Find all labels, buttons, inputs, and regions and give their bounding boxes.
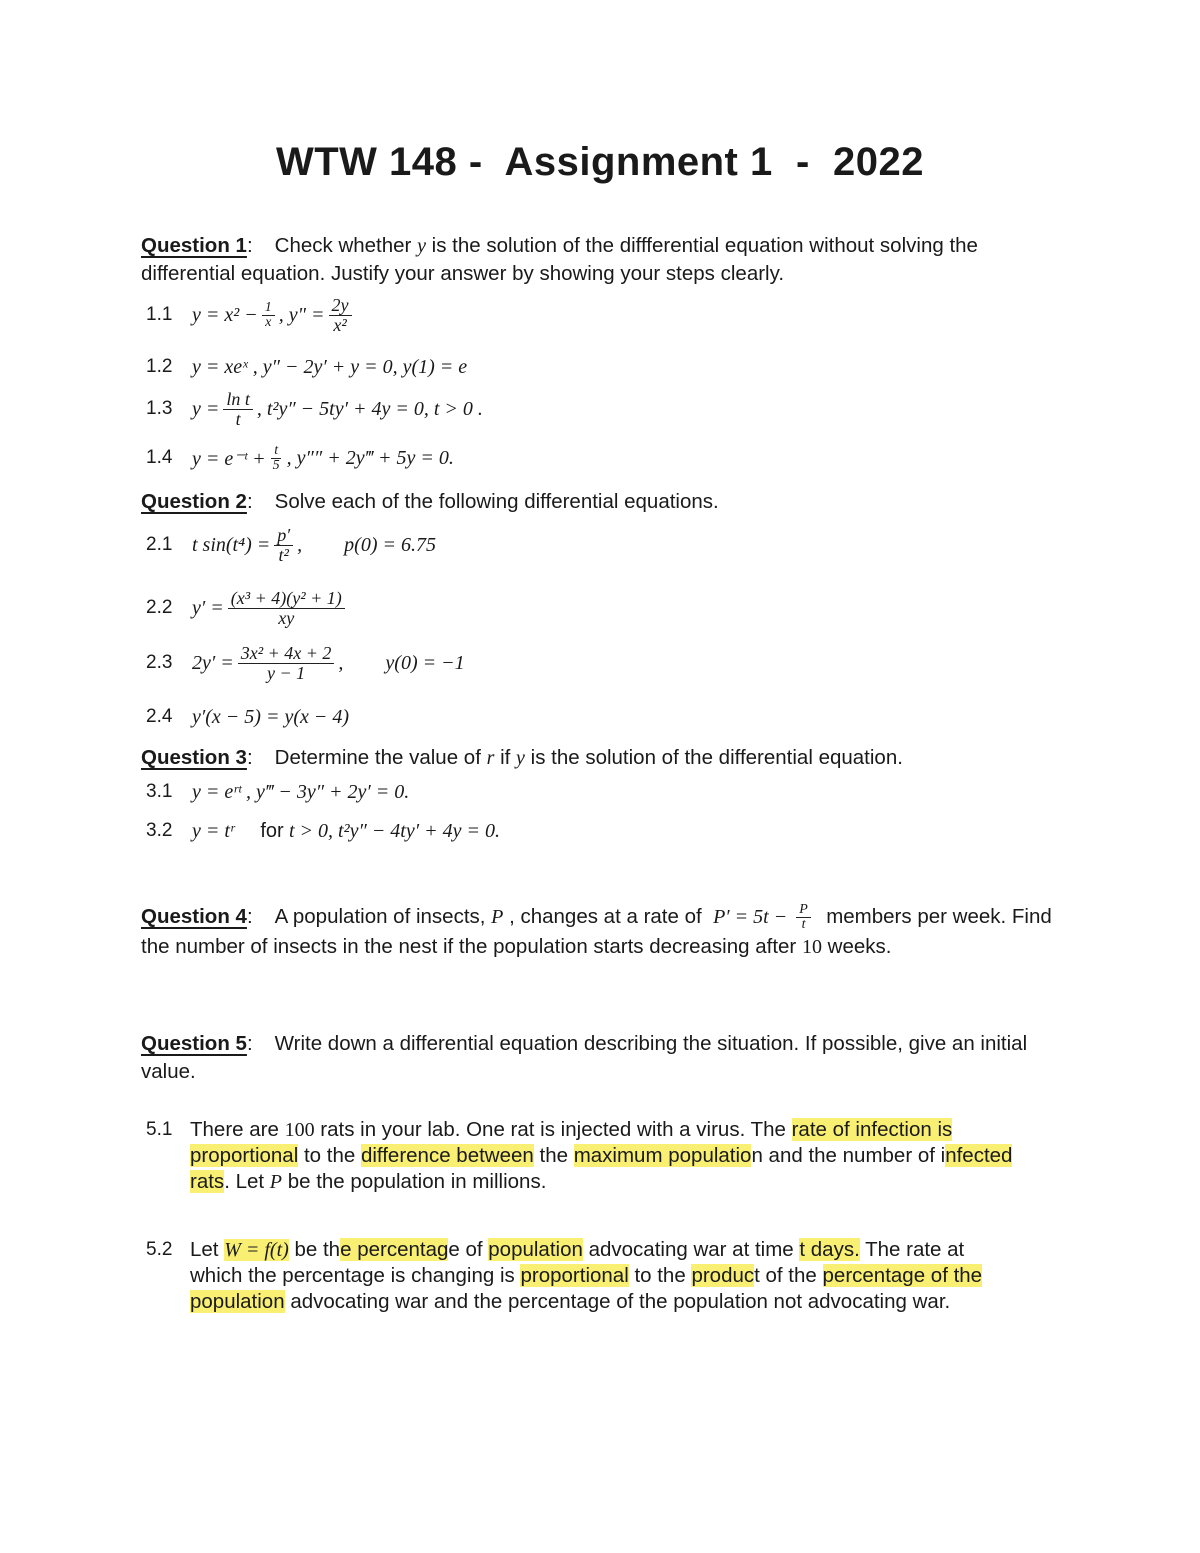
item-5-2-text xyxy=(190,1237,1020,1315)
text: to the xyxy=(628,1264,692,1287)
text: be the population in millions. xyxy=(282,1170,547,1193)
question-3-text-c: is the solution of the differential equation. xyxy=(524,746,903,769)
text: Let xyxy=(190,1238,225,1261)
question-4-label: Question 4 xyxy=(141,905,247,928)
item-3-2 xyxy=(146,814,500,848)
text: the xyxy=(533,1144,574,1167)
fraction xyxy=(262,301,275,330)
equation: y′ = xyxy=(192,596,224,619)
question-4-text-b: , changes at a rate of xyxy=(503,905,708,928)
highlight: W = f(t) xyxy=(224,1239,289,1261)
text: n and the number of i xyxy=(751,1144,946,1167)
text: . Let xyxy=(224,1170,270,1193)
text: advocating war at time xyxy=(582,1238,800,1261)
text: e of xyxy=(448,1238,489,1261)
question-1: Question 1: Check whether y is the solution of the diffferential equation without solving the differential equation. Justify your answer by showing your steps clearly. xyxy=(141,234,978,285)
highlight: rate of infection is proportional xyxy=(190,1118,953,1167)
item-2-1 xyxy=(146,524,436,565)
item-2-3 xyxy=(146,642,465,683)
question-3-text-a: Determine the value of xyxy=(274,746,487,769)
highlight: t days. xyxy=(799,1238,860,1261)
equation: y = xeˣ , y″ − 2y′ + y = 0, y(1) = e xyxy=(192,355,468,378)
fraction xyxy=(270,444,283,473)
equation: , y" = xyxy=(278,303,325,326)
item-1-3 xyxy=(146,388,483,429)
item-number: 2.4 xyxy=(146,706,173,727)
text: advocating war and the percentage of the population not advocating war. xyxy=(284,1290,951,1313)
fraction xyxy=(228,589,345,628)
equation: , y″″ + 2y‴ + 5y = 0. xyxy=(286,446,454,469)
var-y: y xyxy=(417,235,426,257)
equation: y = xyxy=(192,397,220,420)
highlight: population xyxy=(488,1238,583,1261)
item-number: 1.1 xyxy=(146,304,173,325)
var-y: y xyxy=(516,747,525,769)
equation: 2y′ = xyxy=(192,651,234,674)
equation: , t²y″ − 5ty′ + 4y = 0, t > 0 . xyxy=(256,397,483,420)
item-number: 5.2 xyxy=(146,1239,173,1260)
page-title: WTW 148 - Assignment 1 - 2022 xyxy=(275,140,924,184)
fraction xyxy=(796,903,811,932)
item-1-2 xyxy=(146,350,467,384)
item-number: 1.4 xyxy=(146,447,173,468)
rate-equation: P′ = 5t − xyxy=(713,906,793,928)
denominator: t xyxy=(801,917,806,933)
fraction xyxy=(329,296,352,335)
var-p: P xyxy=(491,906,504,928)
equation: y′(x − 5) = y(x − 4) xyxy=(192,705,350,728)
denominator: x² xyxy=(333,314,347,335)
item-number: 5.1 xyxy=(146,1119,173,1140)
question-5-label: Question 5 xyxy=(141,1032,247,1055)
item-1-1 xyxy=(146,294,356,335)
highlight: maximum populatio xyxy=(573,1144,752,1167)
question-2-text: Solve each of the following differential equations. xyxy=(274,490,719,513)
fraction xyxy=(274,526,293,565)
item-number: 2.3 xyxy=(146,652,173,673)
denominator: t xyxy=(235,408,241,429)
highlight: difference between xyxy=(360,1144,534,1167)
item-number: 1.3 xyxy=(146,398,173,419)
numerator: t xyxy=(271,444,281,459)
question-1-text-a: Check whether xyxy=(274,234,418,257)
question-3-label: Question 3 xyxy=(141,746,247,769)
number-100: 100 xyxy=(284,1119,315,1141)
item-3-1 xyxy=(146,775,409,809)
numerator: 2y xyxy=(329,296,352,316)
text: There are xyxy=(190,1118,285,1141)
highlight: proportional xyxy=(520,1264,629,1287)
number-10: 10 xyxy=(801,936,822,959)
item-number: 2.2 xyxy=(146,597,173,618)
equation: y = tʳ xyxy=(192,819,235,842)
question-5-text: Write down a differential equation describing the situation. If possible, give an initial value. xyxy=(141,1032,1028,1083)
item-number: 2.1 xyxy=(146,534,173,555)
equation: t sin(t⁴) = xyxy=(192,533,271,556)
question-3: Question 3: Determine the value of r if y is the solution of the differential equation. xyxy=(141,746,903,769)
fraction xyxy=(238,644,335,683)
question-3-text-b: if xyxy=(494,746,517,769)
highlight: nfected rats xyxy=(190,1144,1013,1193)
numerator: 1 xyxy=(262,301,275,316)
numerator: 3x² + 4x + 2 xyxy=(238,644,335,664)
var-p: P xyxy=(269,1171,282,1193)
question-4-text-c: members per week. Find the number of insects in the nest if the population starts decreasing after xyxy=(141,905,1052,959)
question-2: Question 2: Solve each of the following differential equations. xyxy=(141,490,719,513)
question-1-text-b: is the solution of the diffferential equation without solving the differential equation. Justify your answer by showing your steps clearly. xyxy=(141,234,978,285)
equation: y = eʳᵗ , y‴ − 3y″ + 2y′ = 0. xyxy=(192,780,410,803)
item-5-1-text xyxy=(190,1117,1020,1195)
denominator: xy xyxy=(278,607,295,628)
item-number: 3.2 xyxy=(146,820,173,841)
item-1-4 xyxy=(146,441,454,475)
word-for: for xyxy=(260,819,284,842)
numerator: (x³ + 4)(y² + 1) xyxy=(228,589,345,609)
equation: , xyxy=(338,651,344,674)
question-4: Question 4: A population of insects, P , changes at a rate of P′ = 5t − $\frac{P}{t}$ members per week. Find the number of insects in the nest if the population starts decreasing after 10 weeks. xyxy=(141,902,1052,959)
item-2-4 xyxy=(146,700,349,734)
text: t of the xyxy=(754,1264,823,1287)
question-4-text-d: weeks. xyxy=(821,935,892,959)
denominator: y − 1 xyxy=(267,662,306,683)
item-number: 1.2 xyxy=(146,356,173,377)
equation: , xyxy=(297,533,303,556)
numerator: p′ xyxy=(274,526,293,546)
var-r: r xyxy=(486,747,495,769)
numerator: ln t xyxy=(223,390,253,410)
numerator: P xyxy=(796,903,811,918)
question-4-text-a: A population of insects, xyxy=(274,905,492,928)
initial-value: p(0) = 6.75 xyxy=(344,533,436,556)
text: rats in your lab. One rat is injected with a virus. The xyxy=(314,1118,792,1141)
denominator: t² xyxy=(278,544,289,565)
equation: y = e⁻ᵗ + xyxy=(192,447,266,470)
question-1-label: Question 1 xyxy=(141,234,247,257)
equation: y = x² − xyxy=(192,303,258,326)
highlight: e percentag xyxy=(340,1238,449,1261)
fraction xyxy=(223,390,253,429)
text: The rate at which the percentage is changing is xyxy=(190,1238,965,1287)
item-2-2 xyxy=(146,587,349,628)
item-number: 3.1 xyxy=(146,781,173,802)
question-5: Question 5: Write down a differential equation describing the situation. If possible, give an initial value. xyxy=(141,1032,1028,1083)
equation: t > 0, t²y″ − 4ty′ + 4y = 0. xyxy=(289,819,500,842)
initial-value: y(0) = −1 xyxy=(385,651,465,674)
denominator: x xyxy=(265,314,272,330)
denominator: 5 xyxy=(272,457,280,473)
text: to the xyxy=(298,1144,361,1167)
highlight: percentage of the population xyxy=(190,1264,983,1313)
text: be th xyxy=(288,1238,341,1261)
question-2-label: Question 2 xyxy=(141,490,247,513)
highlight: produc xyxy=(691,1264,755,1287)
